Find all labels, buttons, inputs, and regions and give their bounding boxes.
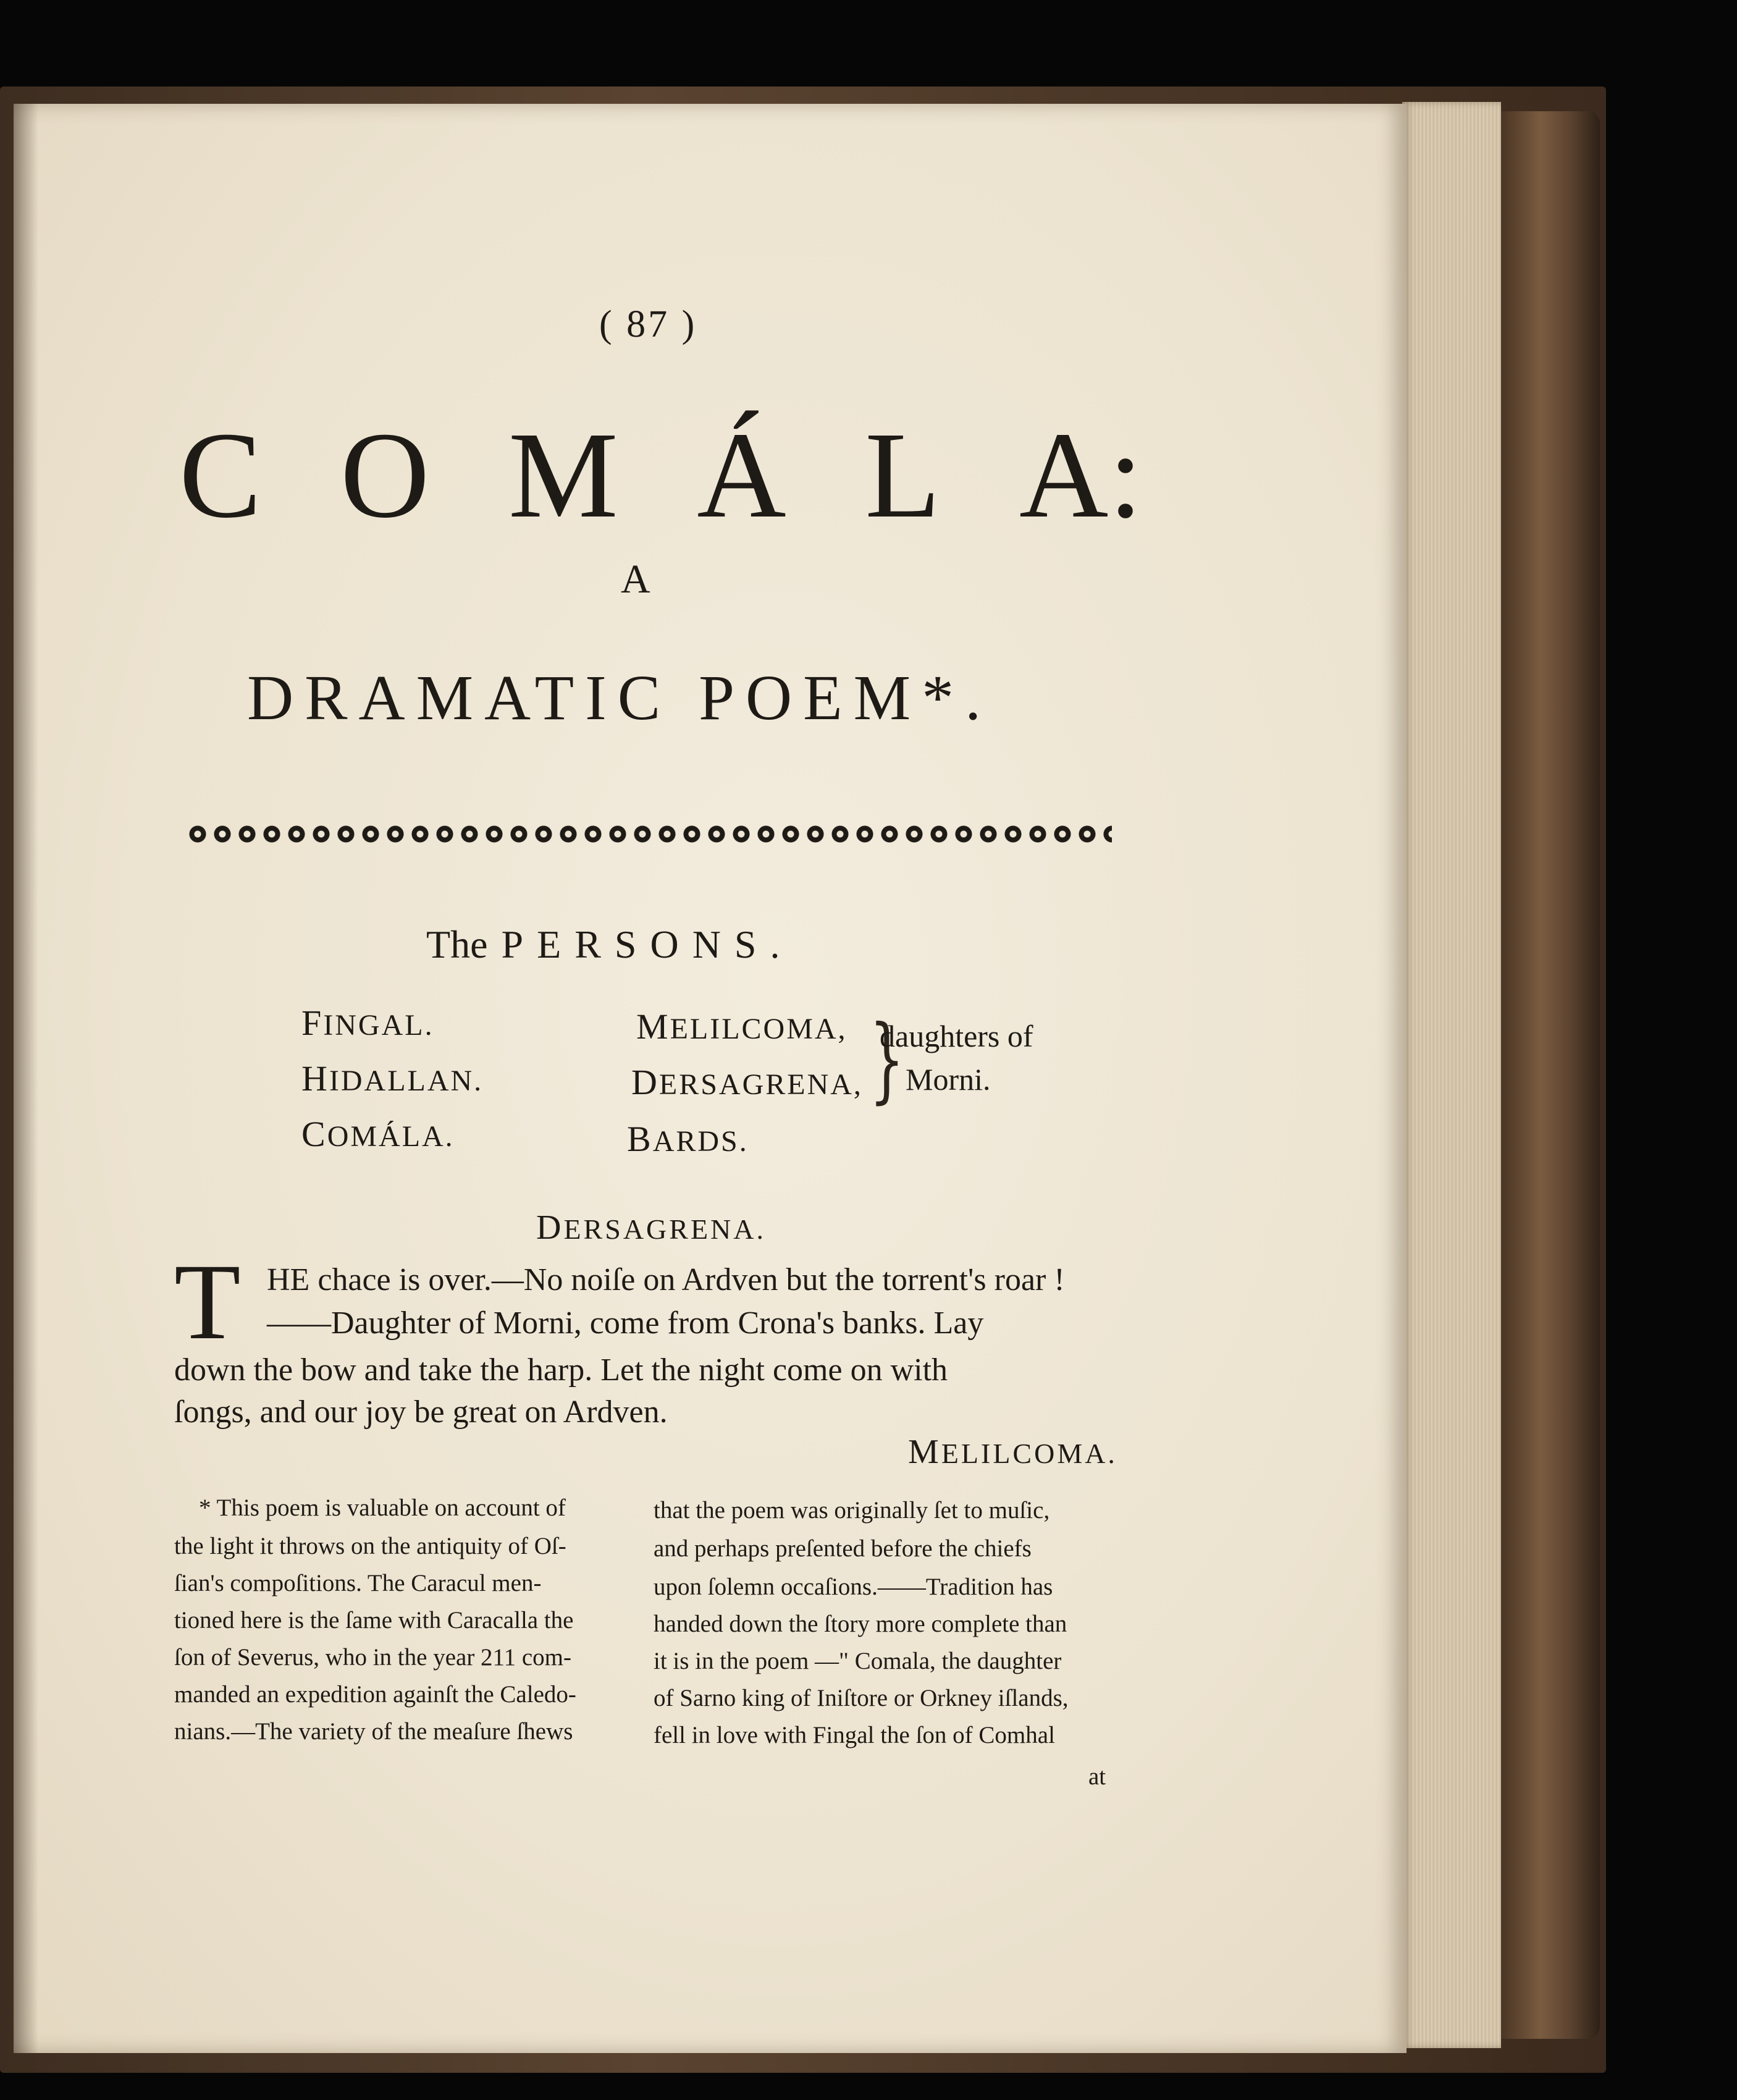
- footnote-line: fell in love with Fingal the ſon of Comhal: [654, 1722, 1055, 1748]
- body-line: ——Daughter of Morni, come from Crona's banks. Lay: [267, 1305, 984, 1341]
- cast-entry: HIDALLAN.: [301, 1058, 484, 1098]
- persons-heading-the: The: [426, 922, 488, 966]
- subtitle: DRAMATIC POEM*.: [247, 662, 993, 733]
- brace-note: Morni.: [906, 1062, 991, 1097]
- subtitle-article: A: [621, 557, 650, 602]
- body-line: HE chace is over.—No noiſe on Ardven but the torrent's roar !: [267, 1262, 1065, 1297]
- footnote-line: upon ſolemn occaſions.——Tradition has: [654, 1574, 1053, 1600]
- cast-entry: MELILCOMA,: [636, 1006, 847, 1047]
- ornament-rule: [185, 822, 1112, 846]
- persons-heading-word: PERSONS.: [501, 922, 794, 966]
- footnote-line: and perhaps preſented before the chiefs: [654, 1535, 1032, 1562]
- footnote-line: it is in the poem —" Comala, the daughter: [654, 1648, 1062, 1674]
- body-line: ſongs, and our joy be great on Ardven.: [174, 1394, 668, 1430]
- cover-edge: [1501, 111, 1600, 2039]
- footnote-line: ſon of Severus, who in the year 211 com-: [174, 1644, 571, 1671]
- footnote-line: of Sarno king of Iniſtore or Orkney iſlands,: [654, 1685, 1069, 1711]
- cast-entry: DERSAGRENA,: [631, 1062, 863, 1102]
- title-letter: M: [508, 407, 618, 544]
- page-gutter: [14, 104, 38, 2053]
- persons-heading: [426, 922, 794, 968]
- title-letter: O: [340, 407, 430, 544]
- footnote-line: the light it throws on the antiquity of Oſ-: [174, 1533, 566, 1559]
- footnote-line: * This poem is valuable on account of: [199, 1495, 566, 1521]
- title-letter: A:: [1019, 407, 1143, 544]
- title-letter: Á: [697, 407, 786, 544]
- title-letter: L: [865, 407, 941, 544]
- footnote-line: ſian's compoſitions. The Caracul men-: [174, 1570, 542, 1596]
- drop-cap: T: [174, 1242, 241, 1362]
- footnote-line: manded an expedition againſt the Caledo-: [174, 1681, 576, 1708]
- catchword: at: [1088, 1763, 1106, 1790]
- cast-entry: BARDS.: [627, 1119, 749, 1159]
- footnote-line: that the poem was originally ſet to muſic,: [654, 1497, 1050, 1524]
- brace: }: [869, 1006, 905, 1113]
- title-letter: C: [179, 407, 262, 544]
- body-line: down the bow and take the harp. Let the night come on with: [174, 1352, 948, 1388]
- cast-entry: FINGAL.: [301, 1003, 434, 1043]
- page-title: [179, 407, 1143, 544]
- footnote-line: tioned here is the ſame with Caracalla the: [174, 1607, 574, 1634]
- footnote-line: handed down the ſtory more complete than: [654, 1611, 1067, 1637]
- speaker-name: DERSAGRENA.: [536, 1208, 766, 1247]
- brace-note: daughters of: [880, 1019, 1033, 1053]
- page-edges: [1402, 102, 1501, 2048]
- footnote-line: nians.—The variety of the meaſure ſhews: [174, 1718, 573, 1745]
- cast-entry: COMÁLA.: [301, 1114, 455, 1154]
- speaker-name: MELILCOMA.: [908, 1433, 1117, 1471]
- page-number: ( 87 ): [599, 303, 697, 345]
